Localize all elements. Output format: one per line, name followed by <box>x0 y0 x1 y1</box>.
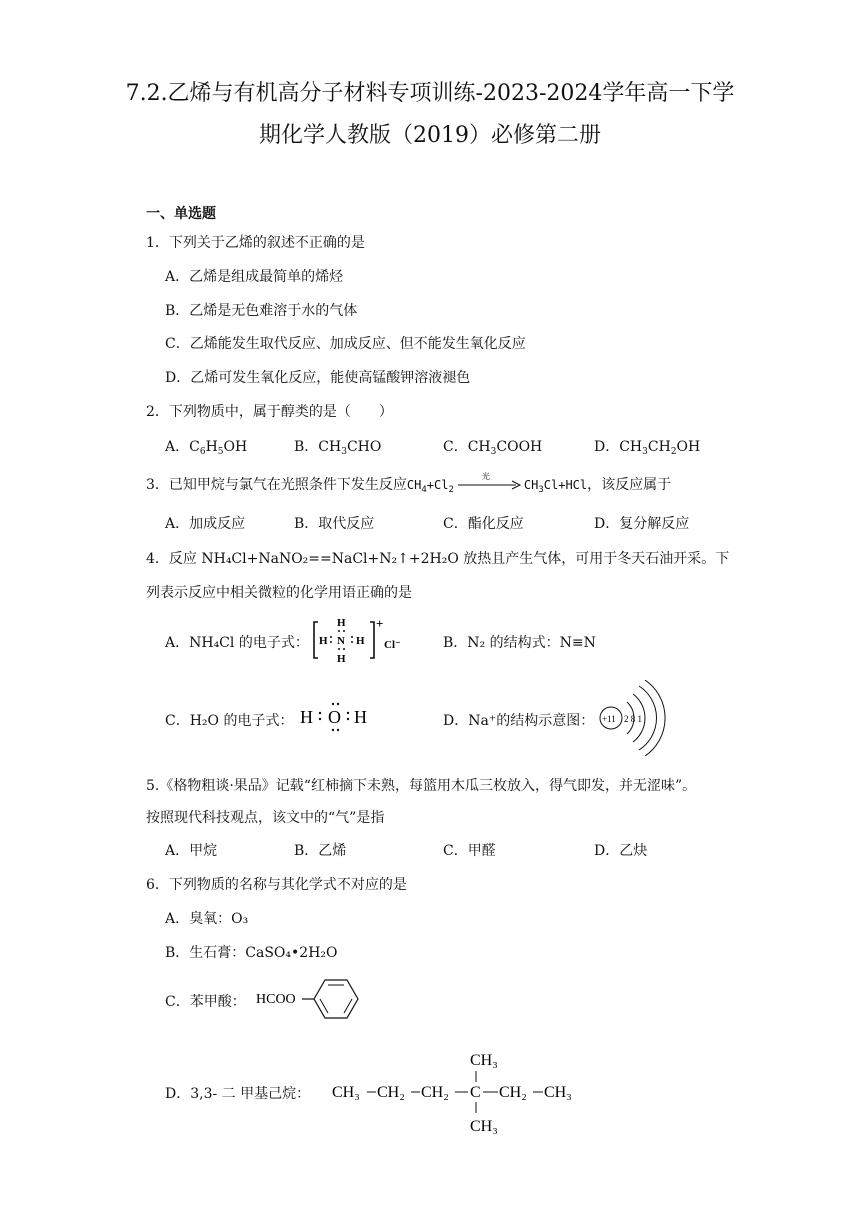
question-2-option-a: A．$C_6H_5OH$ <box>165 439 248 457</box>
question-2-option-b: B．$CH_3CHO$ <box>294 439 382 457</box>
question-3-option-a: A．加成反应 <box>165 516 246 532</box>
svg-text:H: H <box>337 653 346 665</box>
svg-text:CH₃: CH₃ <box>544 1084 572 1101</box>
question-3-option-c: C．酯化反应 <box>443 516 524 532</box>
svg-text:CH₂: CH₂ <box>377 1084 405 1101</box>
question-1-option-d: D．乙烯可发生氧化反应，能使高锰酸钾溶液褪色 <box>165 370 471 386</box>
question-5-option-d: D．乙炔 <box>594 843 648 859</box>
question-4-line-1: 4．反应 NH₄Cl+NaNO₂==NaCl+N₂↑+2H₂O 放热且产生气体，可用于冬天石油开采。下 <box>146 551 730 567</box>
na-ion-structure-diagram <box>597 680 667 756</box>
question-5-line-2: 按照现代科技观点，该文中的“气”是指 <box>146 810 385 826</box>
question-1-option-c: C．乙烯能发生取代反应、加成反应、但不能发生氧化反应 <box>165 336 526 352</box>
svg-text:H: H <box>300 707 313 727</box>
svg-text:CH₃: CH₃ <box>470 1052 498 1069</box>
svg-text:N: N <box>337 635 345 647</box>
benzoic-acid-formula <box>254 973 364 1025</box>
svg-text:H: H <box>319 635 328 647</box>
section-heading: 一、单选题 <box>146 206 216 222</box>
question-3-option-b: B．取代反应 <box>294 516 375 532</box>
document-title-line-2: 期化学人教版（2019）必修第二册 <box>259 123 601 148</box>
svg-text:H: H <box>356 635 365 647</box>
svg-text:CH₃: CH₃ <box>470 1118 498 1135</box>
svg-text:H: H <box>354 707 367 727</box>
question-2-stem: 2．下列物质中，属于醇类的是（ ） <box>146 404 393 420</box>
question-2-option-c: C．$CH_3COOH$ <box>443 439 543 457</box>
dimethylhexane-structural-formula <box>330 1045 600 1137</box>
h2o-electron-formula <box>298 700 378 734</box>
reaction-equation-right: $CH_3Cl+HCl$ <box>523 478 588 495</box>
question-6-option-a: A．臭氧：O₃ <box>165 911 249 927</box>
svg-text:CH₃: CH₃ <box>332 1084 360 1101</box>
svg-text:+11: +11 <box>602 714 616 724</box>
reaction-arrow: 光 <box>454 478 524 492</box>
question-5-option-c: C．甲醛 <box>443 843 496 859</box>
question-4-option-a-label: A．NH₄Cl 的电子式： <box>165 635 309 651</box>
svg-text:CH₂: CH₂ <box>499 1084 527 1101</box>
nh4cl-electron-formula <box>312 614 407 666</box>
document-title-line-1: 7.2.乙烯与有机高分子材料专项训练-2023-2024学年高一下学 <box>125 81 735 106</box>
question-1-stem: 1．下列关于乙烯的叙述不正确的是 <box>146 235 365 251</box>
svg-text:+: + <box>376 616 384 631</box>
svg-text:C: C <box>470 1084 481 1101</box>
question-5-line-1: 5.《格物粗谈·果品》记载“红柿摘下未熟，每篮用木瓜三枚放入，得气即发，并无涩味”。 <box>146 778 697 794</box>
question-5-option-b: B．乙烯 <box>294 843 347 859</box>
reaction-equation-left: $CH_4+Cl_2$ <box>406 478 454 495</box>
question-1-option-a: A．乙烯是组成最简单的烯烃 <box>165 269 344 285</box>
question-6-stem: 6．下列物质的名称与其化学式不对应的是 <box>146 877 407 893</box>
question-3-stem: 3．已知甲烷与氯气在光照条件下发生反应$CH_4+Cl_2$ 光 $CH_3Cl+HCl$，该反应属于 <box>146 472 672 495</box>
svg-text:2 8 1: 2 8 1 <box>624 714 642 724</box>
question-3-option-d: D．复分解反应 <box>594 516 690 532</box>
question-5-option-a: A．甲烷 <box>165 843 218 859</box>
svg-text:CH₂: CH₂ <box>421 1084 449 1101</box>
svg-text:H: H <box>337 617 346 629</box>
svg-text:HCOO: HCOO <box>256 992 296 1007</box>
question-1-option-b: B．乙烯是无色难溶于水的气体 <box>165 303 358 319</box>
question-4-option-c-label: C．H₂O 的电子式： <box>165 713 294 729</box>
question-4-line-2: 列表示反应中相关微粒的化学用语正确的是 <box>146 585 412 601</box>
question-6-option-d-label: D．3,3- 二 甲基己烷： <box>165 1086 311 1102</box>
question-4-option-b: B．N₂ 的结构式：N≡N <box>443 635 596 651</box>
svg-text:O: O <box>328 707 341 727</box>
question-6-option-b: B．生石膏：CaSO₄•2H₂O <box>165 945 338 961</box>
question-6-option-c-label: C．苯甲酸： <box>165 994 246 1010</box>
question-4-option-d-label: D．Na⁺的结构示意图： <box>443 713 595 729</box>
svg-text:Cl⁻: Cl⁻ <box>384 639 401 651</box>
question-2-option-d: D．$CH_3CH_2OH$ <box>594 439 701 457</box>
